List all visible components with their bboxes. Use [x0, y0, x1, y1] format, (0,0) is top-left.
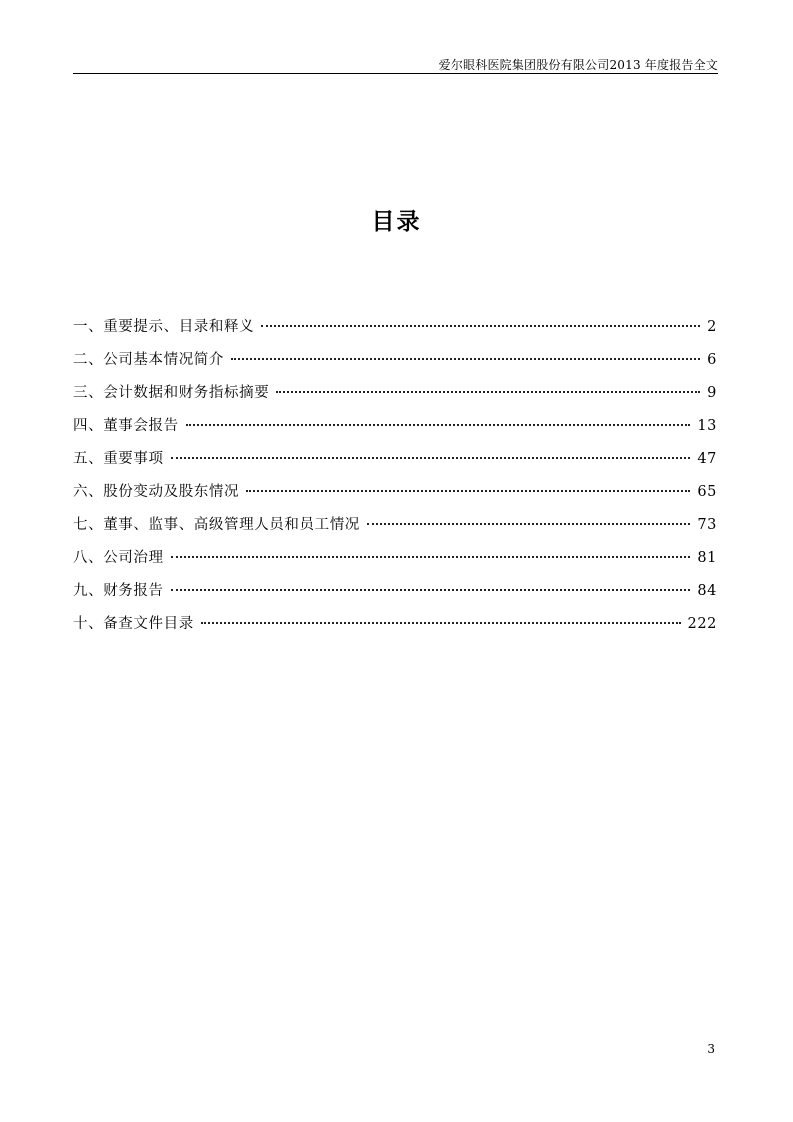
toc-dot-leader: [261, 325, 700, 327]
toc-dot-leader: [231, 358, 700, 360]
toc-entry[interactable]: [73, 546, 717, 579]
toc-entry-page: 2: [707, 319, 717, 335]
toc-entry[interactable]: [73, 513, 717, 546]
toc-dot-leader: [171, 457, 691, 459]
toc-entry[interactable]: [73, 612, 717, 645]
toc-entry-label: 六、股份变动及股东情况: [73, 484, 240, 500]
toc-entry-label: 五、重要事项: [73, 451, 164, 467]
toc-dot-leader: [171, 589, 691, 591]
table-of-contents: [73, 315, 717, 645]
toc-entry-label: 二、公司基本情况简介: [73, 352, 224, 368]
toc-dot-leader: [276, 391, 700, 393]
toc-entry[interactable]: [73, 414, 717, 447]
toc-entry-page: 13: [697, 418, 717, 434]
toc-entry[interactable]: [73, 315, 717, 348]
toc-entry-page: 81: [697, 550, 717, 566]
toc-entry[interactable]: [73, 348, 717, 381]
toc-entry-label: 七、董事、监事、高级管理人员和员工情况: [73, 517, 360, 533]
toc-entry[interactable]: [73, 480, 717, 513]
toc-entry-label: 十、备查文件目录: [73, 616, 194, 632]
toc-dot-leader: [171, 556, 691, 558]
page-title: 目录: [371, 209, 422, 236]
toc-entry-label: 八、公司治理: [73, 550, 164, 566]
toc-dot-leader: [246, 490, 690, 492]
toc-entry-page: 6: [707, 352, 717, 368]
toc-dot-leader: [367, 523, 690, 525]
toc-entry-label: 四、董事会报告: [73, 418, 179, 434]
toc-entry-page: 9: [707, 385, 717, 401]
toc-dot-leader: [186, 424, 691, 426]
toc-entry[interactable]: [73, 447, 717, 480]
toc-entry-page: 47: [697, 451, 717, 467]
toc-entry-label: 三、会计数据和财务指标摘要: [73, 385, 270, 401]
running-header: 爱尔眼科医院集团股份有限公司2013 年度报告全文: [438, 58, 718, 72]
toc-entry-page: 222: [687, 616, 717, 632]
header-divider: [73, 73, 718, 74]
toc-entry[interactable]: [73, 381, 717, 414]
toc-entry-label: 一、重要提示、目录和释义: [73, 319, 255, 335]
toc-dot-leader: [201, 622, 681, 624]
toc-entry-label: 九、财务报告: [73, 583, 164, 599]
toc-entry[interactable]: [73, 579, 717, 612]
toc-entry-page: 65: [697, 484, 717, 500]
toc-entry-page: 84: [697, 583, 717, 599]
page-number: 3: [707, 1042, 715, 1056]
toc-entry-page: 73: [697, 517, 717, 533]
